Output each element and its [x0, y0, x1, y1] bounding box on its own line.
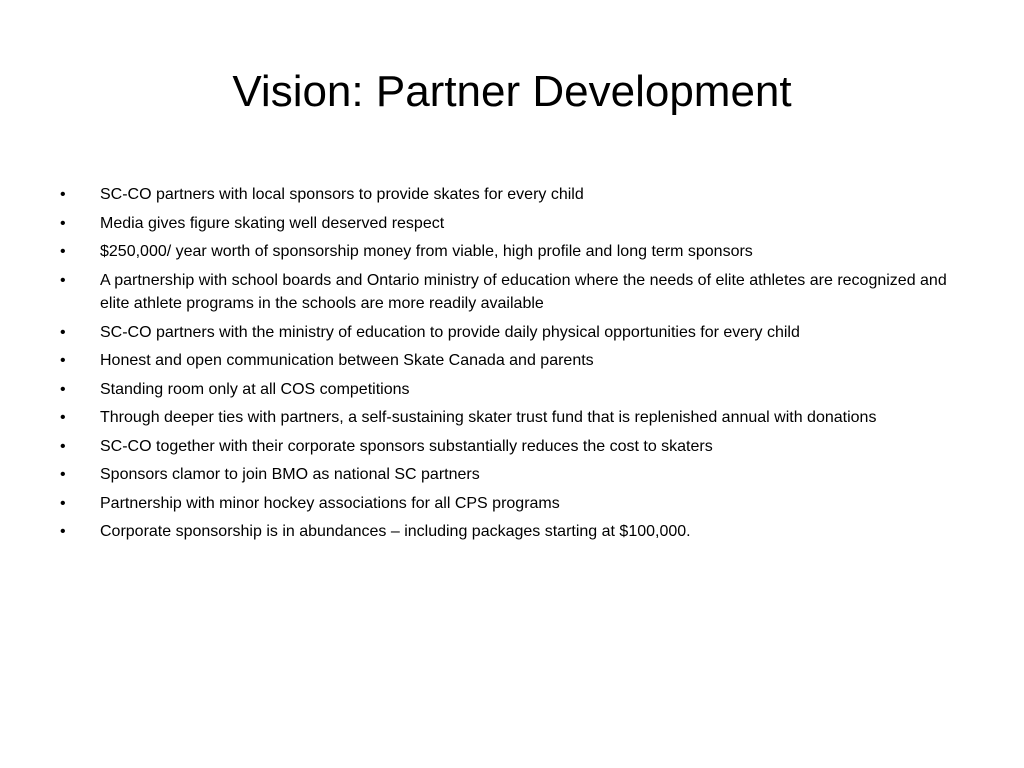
list-item: [60, 406, 960, 430]
bullet-icon: •: [60, 466, 66, 483]
slide-title: Vision: Partner Development: [232, 67, 792, 116]
bullet-text: Partnership with minor hockey associations for all CPS programs: [100, 494, 560, 512]
bullet-icon: •: [60, 437, 66, 455]
list-item: [60, 269, 960, 316]
bullet-text: $250,000/ year worth of sponsorship money from viable, high profile and long term sponsors: [100, 243, 753, 260]
bullet-icon: •: [60, 380, 66, 398]
bullet-icon: •: [60, 271, 66, 289]
list-item: [60, 435, 960, 459]
bullet-icon: •: [60, 186, 66, 203]
bullet-icon: •: [60, 409, 66, 426]
bullet-text: Through deeper ties with partners, a self-sustaining skater trust fund that is replenished annual with donations: [100, 409, 877, 426]
list-item: [60, 240, 960, 264]
bullet-text: Sponsors clamor to join BMO as national SC partners: [100, 466, 480, 483]
list-item: [60, 349, 960, 373]
bullet-text: Standing room only at all COS competitions: [100, 380, 410, 398]
bullet-icon: •: [60, 323, 66, 341]
bullet-icon: •: [60, 494, 66, 512]
list-item: [60, 463, 960, 487]
bullet-text: Corporate sponsorship is in abundances – including packages starting at $100,000.: [100, 523, 691, 540]
list-item: [60, 378, 960, 402]
bullet-text: SC-CO partners with local sponsors to provide skates for every child: [100, 186, 584, 203]
bullet-text: Honest and open communication between Skate Canada and parents: [100, 352, 594, 369]
list-item: [60, 520, 960, 544]
bullet-icon: •: [60, 243, 66, 260]
bullet-text: SC-CO together with their corporate sponsors substantially reduces the cost to skaters: [100, 437, 713, 455]
list-item: [60, 492, 960, 516]
list-item: [60, 212, 960, 236]
bullet-text: SC-CO partners with the ministry of education to provide daily physical opportunities for every child: [100, 323, 800, 341]
bullet-list: [60, 183, 960, 549]
bullet-text: Media gives figure skating well deserved respect: [100, 214, 445, 232]
bullet-icon: •: [60, 523, 66, 540]
bullet-icon: •: [60, 214, 66, 232]
list-item: [60, 183, 960, 207]
bullet-icon: •: [60, 352, 66, 369]
bullet-text: A partnership with school boards and Ontario ministry of education where the needs of elite athletes are recognized and elite athlete programs in the schools are more readily available: [100, 271, 947, 312]
list-item: [60, 321, 960, 345]
